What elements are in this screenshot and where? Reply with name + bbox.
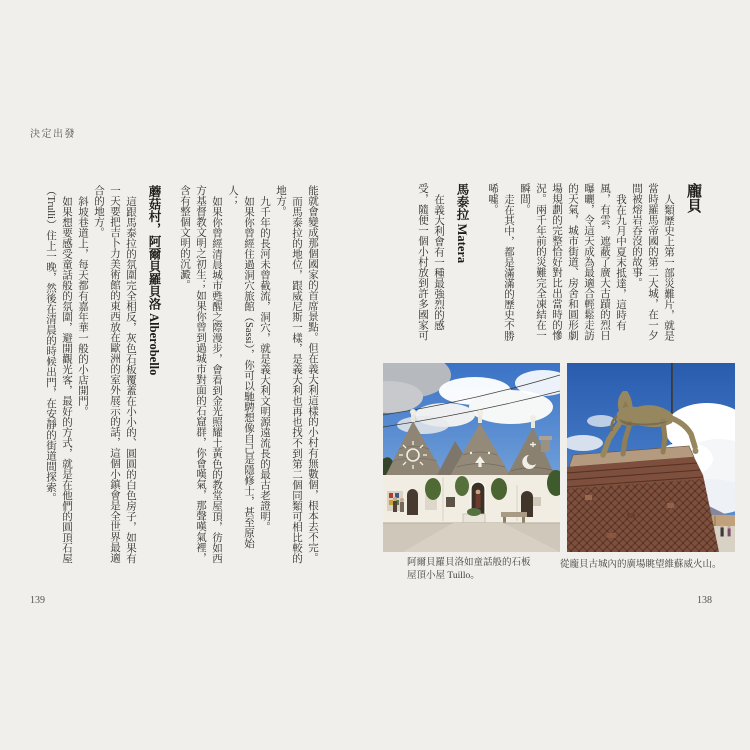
matera-paragraph: 如果你曾經清晨城市甦醒之際漫步，會看到金光照耀土黃色的教堂屋頂，彷如西方基督教文明之初生；如果你曾到過城市對面的石窟群，你會嘆氣，那聲嘆氣裡，含有整個文明的沉澱。: [179, 185, 222, 563]
caption-left-photo: 阿爾貝羅貝洛如童話般的石板屋頂小屋 Tuillo。: [407, 558, 531, 581]
pompeii-illustration: [567, 363, 735, 552]
section-title-pompeii: 龐貝: [685, 183, 701, 213]
alberobello-paragraph: 如果想要感受童話般的氛圍，避開觀光客，最好的方式，就是在他們的圓頂石屋（Trulli）住上一晚，然後在清晨的時候出門，在安靜的街道間探索。: [45, 185, 72, 563]
photo-alberobello-trulli: [383, 363, 560, 552]
running-header: 決定出發: [30, 129, 76, 140]
section-title-alberobello: 蘑菇村，阿爾貝羅貝洛 Alberobello: [147, 185, 161, 376]
right-page-text: [414, 183, 702, 348]
photo-pompeii-statue: [567, 363, 735, 552]
page-number-right: 138: [697, 595, 712, 606]
alberobello-paragraph: 斜坡巷道上，每天都有嘉年華一般的小店開門。: [77, 195, 88, 416]
matera-paragraph-continuation: 能就會變成那個國家的首席景點。但在義大利這樣的小村有無數個，根本去不完。: [307, 185, 318, 563]
page-number-left: 139: [30, 595, 45, 606]
caption-right-photo: 從龐貝古城內的廣場眺望維蘇威火山。: [560, 560, 722, 570]
trulli-illustration: [383, 363, 560, 552]
matera-paragraph: 而馬泰拉的地位，跟威尼斯一樣，是義大利也再也找不到第二個同類可相比較的地方。: [275, 185, 302, 563]
pompeii-paragraph: 走在其中，都是滿滿的歷史不勝唏噓。: [487, 183, 514, 341]
pompeii-paragraph: 人類歷史上第一部災難片，就是當時羅馬帝國的第二大城，在一夕間被熔岩吞沒的故事。: [631, 183, 674, 341]
matera-paragraph: 九千年的長河未曾截流，洞穴，就是義大利文明源遠流長的最古老證明。: [259, 195, 270, 532]
section-title-matera: 馬泰拉 Matera: [455, 183, 469, 264]
alberobello-paragraph: 這跟馬泰拉的氛圍完全相反，灰色石板覆蓋在小小的、圓圓的白色房子，如果有一天要把吉卜力美術館的東西放在歐洲的室外展示的話，這個小鎮會是全世界最適合的地方。: [93, 185, 136, 563]
matera-paragraph: 在義大利會有一種最強烈的感受，隨便一個小村放到許多國家可: [417, 183, 444, 341]
left-page-text: [42, 185, 320, 565]
pompeii-paragraph: 我在九月中夏末抵達，這時有風，有雲，遮蔽了廣大古蹟的烈日曝曬，令這天成為最適合輕鬆走訪的天氣，城市街道、房舍和圓形劇場規劃的完整恰好對比出當時的慘況。兩千年前的災難完全凍結在一瞬間。: [519, 183, 626, 341]
matera-paragraph: 如果你曾經住過洞穴旅館（Sassi），你可以馳騁想像自己是隱修士，甚至原始人；: [227, 185, 254, 548]
